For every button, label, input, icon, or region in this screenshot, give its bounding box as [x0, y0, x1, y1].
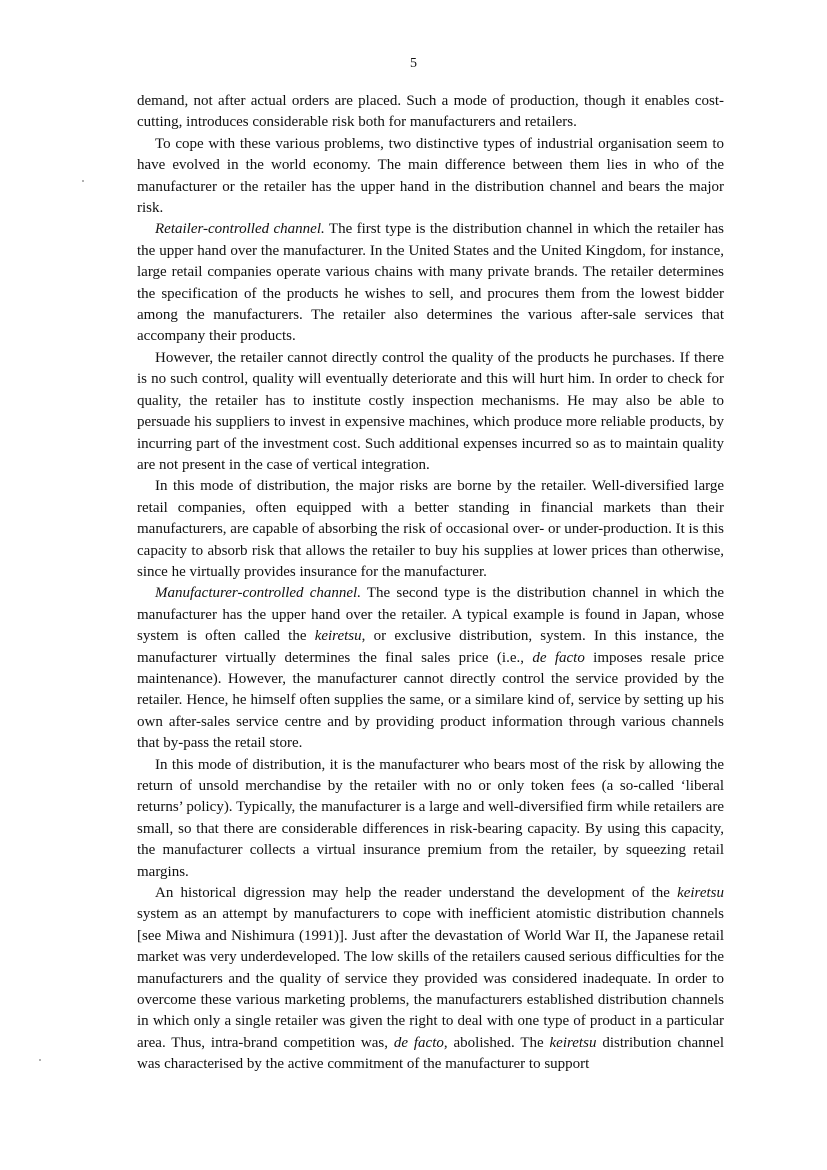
margin-speck — [39, 1059, 41, 1061]
text-run: imposes resale price maintenance). However, the manufacturer cannot directly control the service provided by the retailer. Hence, he himself often supplies the same, or a similare kind of, service by setting up his own after-sales service centre and by providing product information through various channels that by-pass the retail store. — [137, 649, 724, 752]
body-text — [137, 91, 724, 1076]
text-run: The first type is the distribution channel in which the retailer has the upper hand over the manufacturer. In the United States and the United Kingdom, for instance, large retail companies operate various chains with many private brands. The retailer determines the specification of the products he wishes to sell, and procures them from the lowest bidder among the manufacturers. The retailer also determines the various after-sale services that accompany their products. — [137, 221, 724, 345]
paragraph — [137, 348, 724, 476]
italic-text-run: keiretsu — [677, 885, 724, 902]
text-run: In this mode of distribution, the major risks are borne by the retailer. Well-diversified large retail companies, often equipped with a better standing in financial markets than their manufacturers, are capable of absorbing the risk of occasional over- or under-production. It is this capacity to absorb risk that allows the retailer to buy his supplies at lower prices than otherwise, since he virtually provides insurance for the manufacturer. — [137, 478, 724, 580]
paragraph — [137, 219, 724, 347]
italic-text-run: de facto — [532, 649, 585, 666]
italic-text-run: keiretsu — [549, 1034, 597, 1051]
margin-speck — [82, 180, 84, 182]
text-run: demand, not after actual orders are placed. Such a mode of production, though it enables cost-cutting, introduces considerable risk both for manufacturers and retailers. — [137, 93, 724, 131]
italic-text-run: Retailer-controlled channel. — [155, 221, 325, 238]
paragraph — [137, 134, 724, 220]
paragraph — [137, 755, 724, 883]
italic-text-run: keiretsu — [314, 628, 362, 645]
text-run: However, the retailer cannot directly control the quality of the products he purchases. If there is no such control, quality will eventually deteriorate and this will hurt him. In order to check for quality, the retailer has to institute costly inspection mechanisms. He may also be able to persuade his suppliers to invest in expensive machines, which produce more reliable products, by incurring part of the investment cost. Such additional expenses incurred so as to maintain quality are not present in the case of vertical integration. — [137, 349, 724, 473]
italic-text-run: Manufacturer-controlled channel. — [155, 585, 361, 602]
text-run: An historical digression may help the reader understand the development of the — [155, 885, 678, 902]
paragraph — [137, 883, 724, 1076]
text-run: , or exclusive distribution, system. In this instance, the manufacturer virtually determines the final sales price (i.e., — [137, 628, 724, 666]
text-run: In this mode of distribution, it is the manufacturer who bears most of the risk by allowing the return of unsold merchandise by the retailer with no or only token fees (a so-called ‘liberal returns’ policy). Typically, the manufacturer is a large and well-diversified firm while retailers are small, so that there are considerable differences in risk-bearing capacity. By using this capacity, the manufacturer collects a virtual insurance premium from the retailer, by squeezing retail margins. — [137, 756, 724, 880]
text-run: The second type is the distribution channel in which the manufacturer has the upper hand over the retailer. A typical example is found in Japan, whose system is often called the — [137, 585, 724, 645]
text-run: , abolished. The — [443, 1034, 550, 1051]
text-run: To cope with these various problems, two distinctive types of industrial organisation seem to have evolved in the world economy. The main difference between them lies in who of the manufacturer or the retailer has the upper hand in the distribution channel and bears the major risk. — [137, 135, 724, 217]
page-number: 5 — [410, 56, 417, 71]
paragraph — [137, 583, 724, 754]
text-run: distribution channel was characterised by the active commitment of the manufacturer to support — [137, 1034, 724, 1073]
italic-text-run: de facto — [393, 1034, 444, 1051]
paragraph — [137, 91, 724, 134]
text-run: system as an attempt by manufacturers to cope with inefficient atomistic distribution channels [see Miwa and Nishimura (1991)]. Just after the devastation of World War II, the Japanese retail market was very underdeveloped. The low skills of the retailers caused serious difficulties for the manufacturers and the quality of service they provided was considered inadequate. In order to overcome these various marketing problems, the manufacturers established distribution channels in which only a single retailer was given the right to deal with one type of product in a particular area. Thus, intra-brand competition was, — [137, 906, 724, 1051]
paragraph — [137, 476, 724, 583]
